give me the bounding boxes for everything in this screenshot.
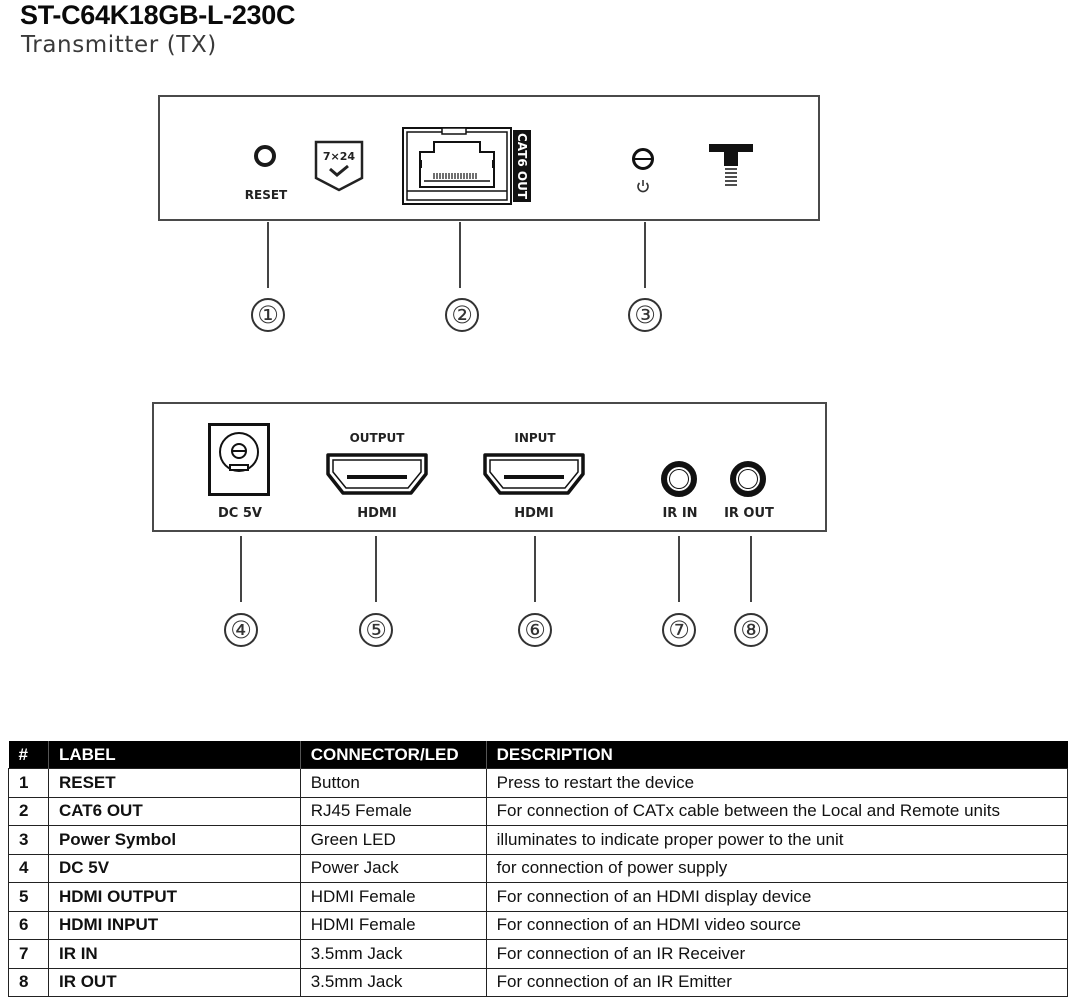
ir-out-jack-icon [730, 461, 766, 497]
row-num: 8 [9, 968, 49, 997]
row-label: DC 5V [48, 854, 300, 883]
row-num: 4 [9, 854, 49, 883]
table-row [9, 797, 1068, 826]
table-row [9, 911, 1068, 940]
row-label: IR IN [48, 940, 300, 969]
callout-8: ⑧ [734, 613, 768, 647]
model-title: ST-C64K18GB-L-230C [20, 0, 296, 30]
dc-5v-label: DC 5V [218, 506, 262, 521]
row-description: For connection of CATx cable between the Local and Remote units [486, 797, 1067, 826]
table-row [9, 968, 1068, 997]
power-symbol-icon [635, 178, 651, 194]
rj45-port-icon [402, 127, 514, 205]
row-label: CAT6 OUT [48, 797, 300, 826]
callout-6: ⑥ [518, 613, 552, 647]
hdmi-output-top-label: OUTPUT [349, 431, 405, 445]
leader-line-7 [678, 536, 680, 602]
header-connector: CONNECTOR/LED [300, 741, 486, 769]
connector-spec-table [8, 741, 1068, 997]
dc-jack-icon [208, 423, 270, 496]
leader-line-6 [534, 536, 536, 602]
row-label: RESET [48, 769, 300, 798]
row-connector: Button [300, 769, 486, 798]
power-led-icon [632, 148, 654, 170]
row-description: For connection of an IR Receiver [486, 940, 1067, 969]
row-connector: HDMI Female [300, 911, 486, 940]
row-label: HDMI INPUT [48, 911, 300, 940]
callout-2: ② [445, 298, 479, 332]
t-mount-icon [708, 143, 754, 191]
callout-3: ③ [628, 298, 662, 332]
leader-line-5 [375, 536, 377, 602]
table-row [9, 883, 1068, 912]
ir-in-label: IR IN [662, 506, 698, 521]
header-num: # [9, 741, 49, 769]
row-description: for connection of power supply [486, 854, 1067, 883]
hdmi-input-top-label: INPUT [514, 431, 556, 445]
header-description: DESCRIPTION [486, 741, 1067, 769]
row-description: Press to restart the device [486, 769, 1067, 798]
row-description: For connection of an IR Emitter [486, 968, 1067, 997]
row-label: HDMI OUTPUT [48, 883, 300, 912]
row-num: 7 [9, 940, 49, 969]
hdmi-input-port-icon [482, 452, 586, 498]
row-label: Power Symbol [48, 826, 300, 855]
device-subtitle: Transmitter (TX) [21, 32, 217, 58]
ir-in-jack-icon [661, 461, 697, 497]
row-num: 3 [9, 826, 49, 855]
row-connector: 3.5mm Jack [300, 968, 486, 997]
table-row [9, 854, 1068, 883]
row-num: 1 [9, 769, 49, 798]
row-connector: HDMI Female [300, 883, 486, 912]
reset-button-icon [254, 145, 276, 167]
cat6-out-label: CAT6 OUT [513, 130, 531, 202]
leader-line-2 [459, 222, 461, 288]
row-connector: 3.5mm Jack [300, 940, 486, 969]
7x24-badge-icon [314, 140, 366, 192]
table-row [9, 769, 1068, 798]
row-connector: Green LED [300, 826, 486, 855]
table-row [9, 826, 1068, 855]
hdmi-input-bottom-label: HDMI [514, 506, 554, 521]
table-header-row [9, 741, 1068, 769]
table-row [9, 940, 1068, 969]
callout-7: ⑦ [662, 613, 696, 647]
row-description: For connection of an HDMI display device [486, 883, 1067, 912]
row-num: 2 [9, 797, 49, 826]
svg-text:7×24: 7×24 [322, 150, 356, 163]
row-connector: Power Jack [300, 854, 486, 883]
leader-line-8 [750, 536, 752, 602]
row-connector: RJ45 Female [300, 797, 486, 826]
ir-out-label: IR OUT [724, 506, 774, 521]
row-num: 5 [9, 883, 49, 912]
header-label: LABEL [48, 741, 300, 769]
callout-1: ① [251, 298, 285, 332]
row-num: 6 [9, 911, 49, 940]
callout-5: ⑤ [359, 613, 393, 647]
leader-line-4 [240, 536, 242, 602]
leader-line-3 [644, 222, 646, 288]
reset-label: RESET [244, 188, 288, 202]
callout-4: ④ [224, 613, 258, 647]
row-description: For connection of an HDMI video source [486, 911, 1067, 940]
leader-line-1 [267, 222, 269, 288]
row-label: IR OUT [48, 968, 300, 997]
row-description: illuminates to indicate proper power to the unit [486, 826, 1067, 855]
hdmi-output-port-icon [325, 452, 429, 498]
hdmi-output-bottom-label: HDMI [357, 506, 397, 521]
